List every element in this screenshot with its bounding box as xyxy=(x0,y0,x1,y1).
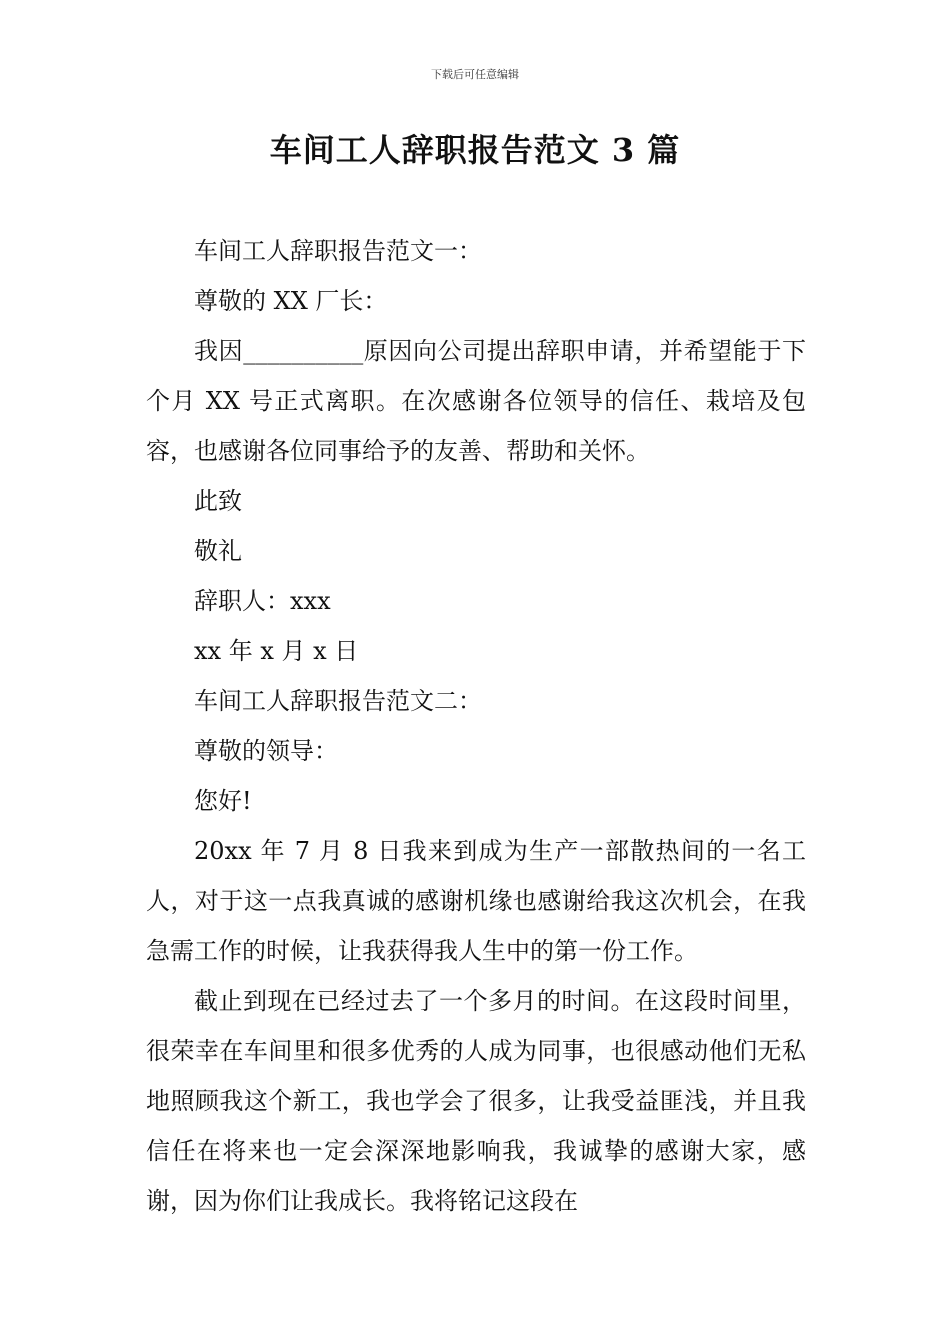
salutation-1: 尊敬的 XX 厂长： xyxy=(194,287,388,315)
document-body xyxy=(146,226,806,1226)
salutation-2: 尊敬的领导： xyxy=(194,737,338,765)
body-paragraph: 我因__________原因向公司提出辞职申请，并希望能于下个月 XX 号正式离职。在次感谢各位领导的信任、栽培及包容，也感谢各位同事给予的友善、帮助和关怀。 xyxy=(146,337,806,465)
header-note: 下载后可任意编辑 xyxy=(431,68,519,81)
closing-line: 此致 xyxy=(194,487,242,515)
document-title: 车间工人辞职报告范文 3 篇 xyxy=(269,131,681,169)
date-line: xx 年 x 月 x 日 xyxy=(194,637,359,665)
body-paragraph: 截止到现在已经过去了一个多月的时间。在这段时间里，很荣幸在车间里和很多优秀的人成为同事，也很感动他们无私地照顾我这个新工，我也学会了很多，让我受益匪浅，并且我信任在将来也一定会深深地影响我，我诚挚的感谢大家，感谢，因为你们让我成长。我将铭记这段在 xyxy=(146,987,806,1215)
signature-line: 辞职人：xxx xyxy=(194,587,331,615)
section-heading-2: 车间工人辞职报告范文二： xyxy=(194,687,482,715)
greeting-line: 您好! xyxy=(194,787,252,815)
section-heading-1: 车间工人辞职报告范文一： xyxy=(194,237,482,265)
body-paragraph: 20xx 年 7 月 8 日我来到成为生产一部散热间的一名工人，对于这一点我真诚的感谢机缘也感谢给我这次机会，在我急需工作的时候，让我获得我人生中的第一份工作。 xyxy=(146,837,806,965)
closing-regards: 敬礼 xyxy=(194,537,242,565)
